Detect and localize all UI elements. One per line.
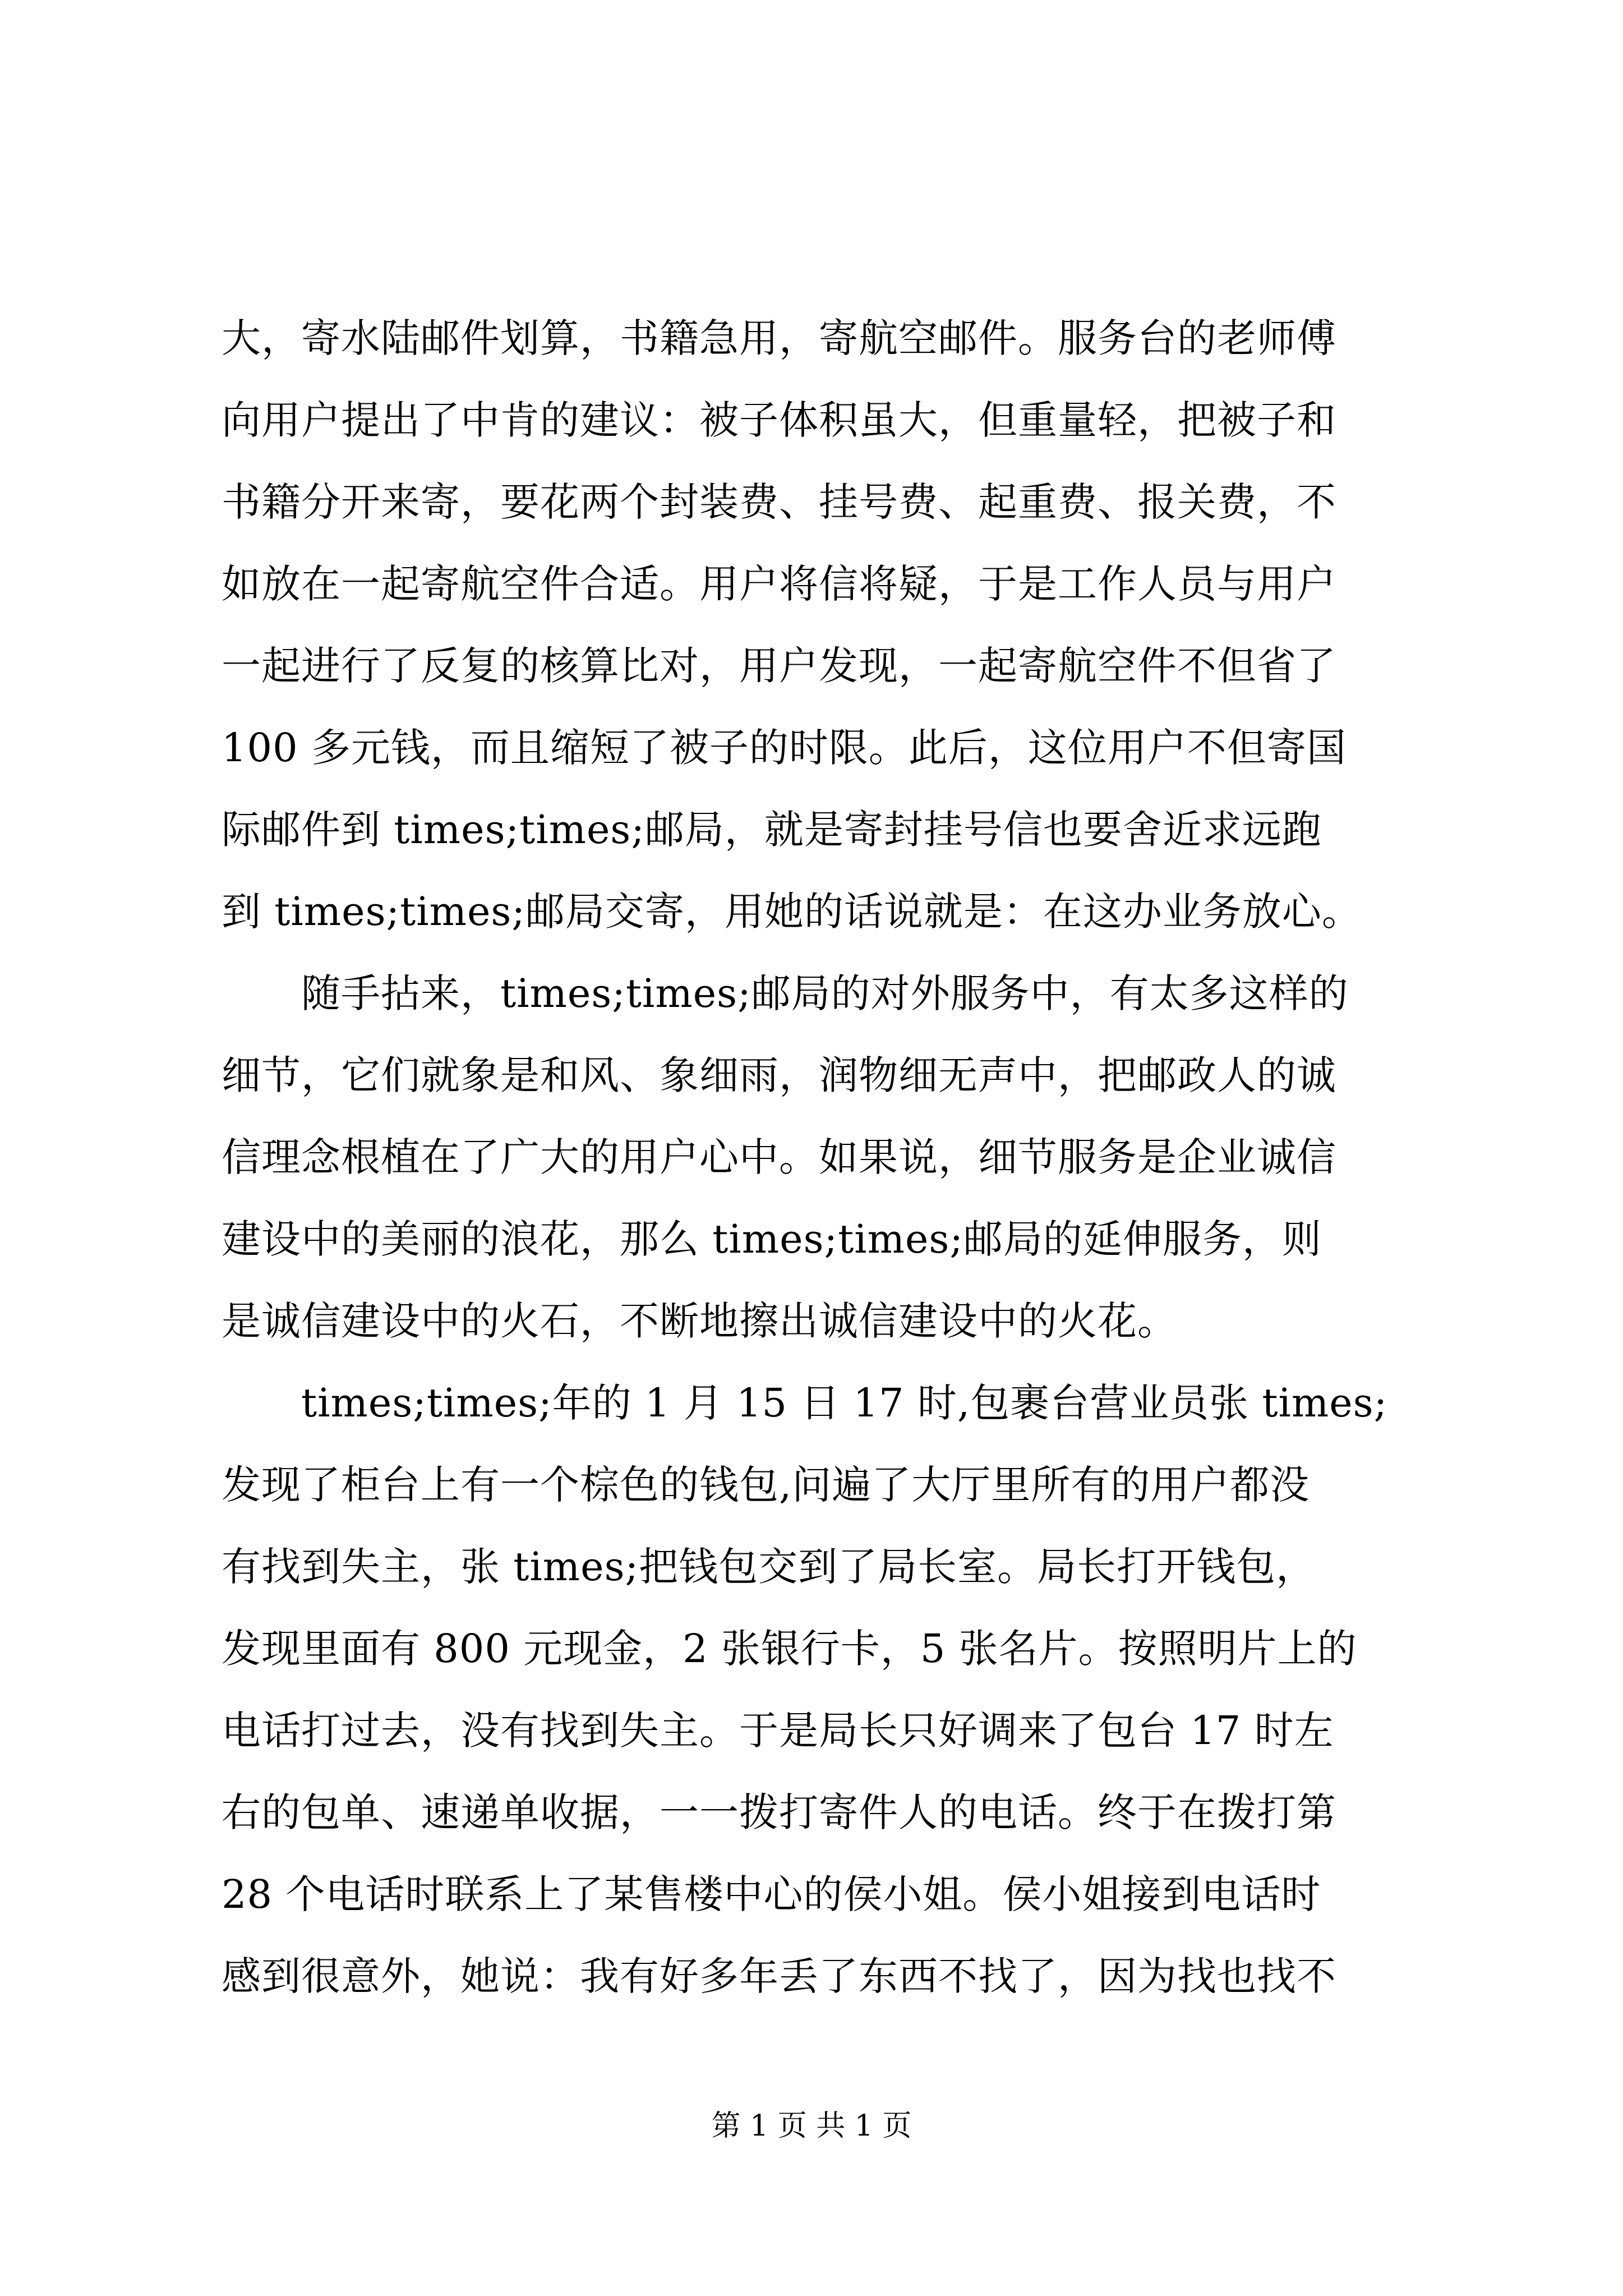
text-line: 建设中的美丽的浪花，那么 times;times;邮局的延伸服务，则 (222, 1216, 1322, 1262)
text-line: 是诚信建设中的火石，不断地擦出诚信建设中的火花。 (222, 1298, 1177, 1344)
text-line: 28 个电话时联系上了某售楼中心的侯小姐。侯小姐接到电话时 (222, 1871, 1321, 1917)
text-line: 书籍分开来寄，要花两个封装费、挂号费、起重费、报关费，不 (222, 479, 1336, 525)
text-line: 感到很意外，她说：我有好多年丢了东西不找了，因为找也找不 (222, 1953, 1336, 1999)
text-line: 向用户提出了中肯的建议：被子体积虽大，但重量轻，把被子和 (222, 397, 1336, 443)
text-line: 到 times;times;邮局交寄，用她的话说就是：在这办业务放心。 (222, 889, 1362, 935)
text-line: 信理念根植在了广大的用户心中。如果说，细节服务是企业诚信 (222, 1134, 1336, 1180)
text-line: times;times;年的 1 月 15 日 17 时,包裹台营业员张 times; (222, 1380, 1388, 1426)
text-line: 右的包单、速递单收据，一一拨打寄件人的电话。终于在拨打第 (222, 1789, 1336, 1835)
text-line: 际邮件到 times;times;邮局，就是寄封挂号信也要舍近求远跑 (222, 807, 1322, 853)
text-line: 有找到失主，张 times;把钱包交到了局长室。局长打开钱包， (222, 1544, 1316, 1590)
text-line: 如放在一起寄航空件合适。用户将信将疑，于是工作人员与用户 (222, 561, 1336, 607)
text-line: 发现里面有 800 元现金，2 张银行卡，5 张名片。按照明片上的 (222, 1626, 1357, 1672)
text-line: 随手拈来，times;times;邮局的对外服务中，有太多这样的 (222, 970, 1349, 1016)
text-line: 电话打过去，没有找到失主。于是局长只好调来了包台 17 时左 (222, 1708, 1334, 1754)
body-text (222, 297, 1416, 2017)
page-number-label: 第 1 页 共 1 页 (711, 2109, 912, 2143)
text-line: 一起进行了反复的核算比对，用户发现，一起寄航空件不但省了 (222, 643, 1336, 689)
text-line: 发现了柜台上有一个棕色的钱包,问遍了大厅里所有的用户都没 (222, 1462, 1310, 1508)
text-line: 大，寄水陆邮件划算，书籍急用，寄航空邮件。服务台的老师傅 (222, 315, 1336, 361)
text-line: 细节，它们就象是和风、象细雨，润物细无声中，把邮政人的诚 (222, 1052, 1336, 1098)
page-footer (0, 2106, 1623, 2146)
text-line: 100 多元钱，而且缩短了被子的时限。此后，这位用户不但寄国 (222, 725, 1347, 771)
